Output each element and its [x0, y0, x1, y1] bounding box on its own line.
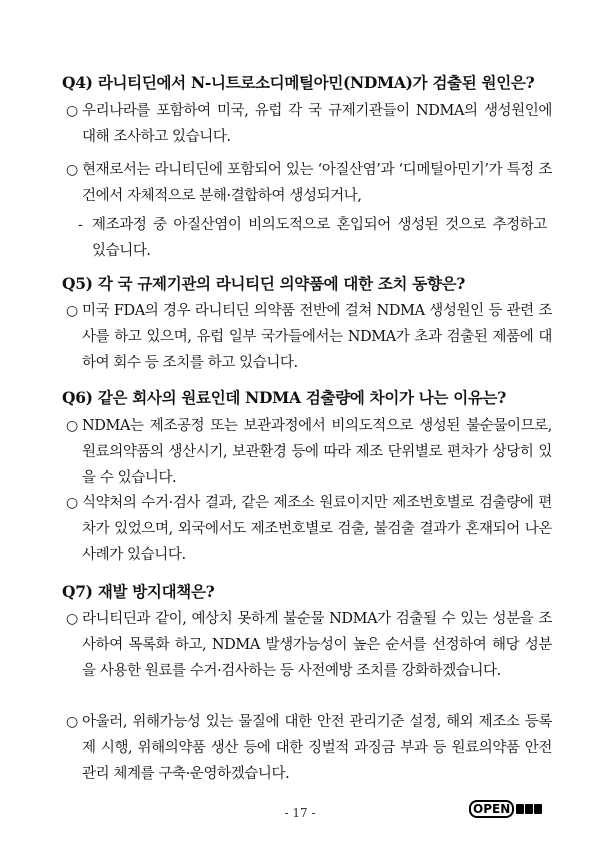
bullet-mark: ○ — [66, 162, 78, 178]
noncommercial-icon — [525, 804, 533, 814]
q7-bullet-1 — [66, 606, 552, 684]
q6-bullet-1 — [66, 413, 552, 491]
q7-heading: Q7) 재발 방지대책은? — [62, 582, 215, 601]
q4-bullet-2-text: 현재로서는 라니티딘에 포함되어 있는 ‘아질산염’과 ‘디메틸아민기’가 특정 조건에서 자체적으로 분해·결합하여 생성되거나, — [82, 162, 552, 204]
q5-bullet-1 — [66, 298, 552, 376]
q4-bullet-1 — [66, 98, 552, 150]
noderivatives-icon — [534, 804, 542, 814]
q6-bullet-2 — [66, 490, 552, 568]
open-logo: OPEN — [469, 800, 514, 818]
q4-bullet-1-text: 우리나라를 포함하여 미국, 유럽 각 국 규제기관들이 NDMA의 생성원인에 대해 조사하고 있습니다. — [82, 103, 552, 145]
q4-dash-text: 제조과정 중 아질산염이 비의도적으로 혼입되어 생성된 것으로 추정하고 있습니다. — [92, 217, 547, 259]
q6-bullet-1-text: NDMA는 제조공정 또는 보관과정에서 비의도적으로 생성된 불순물이므로, 원료의약품의 생산시기, 보관환경 등에 따라 제조 단위별로 편차가 상당히 있을 수 있습니다. — [82, 418, 552, 486]
q7-bullet-2 — [66, 709, 552, 787]
bullet-mark: ○ — [66, 103, 78, 119]
attribution-icon — [516, 804, 524, 814]
bullet-mark: ○ — [66, 495, 78, 511]
q6-bullet-2-text: 식약처의 수거·검사 결과, 같은 제조소 원료이지만 제조번호별로 검출량에 편차가 있었으며, 외국에서도 제조번호별로 검출, 불검출 결과가 혼재되어 나온 사례가 있습니다. — [82, 495, 552, 563]
open-license-badge — [469, 796, 542, 821]
q5-bullet-1-text: 미국 FDA의 경우 라니티딘 의약품 전반에 걸쳐 NDMA 생성원인 등 관련 조사를 하고 있으며, 유럽 일부 국가들에서는 NDMA가 초과 검출된 제품에 대하여 회수 등 조치를 하고 있습니다. — [82, 303, 552, 371]
q4-heading: Q4) 라니티딘에서 N-니트로소디메틸아민(NDMA)가 검출된 원인은? — [62, 73, 535, 92]
q4-dash-item — [78, 212, 547, 264]
dash-mark: - — [78, 217, 83, 233]
q5-heading: Q5) 각 국 규제기관의 라니티딘 의약품에 대한 조치 동향은? — [62, 274, 466, 293]
bullet-mark: ○ — [66, 418, 78, 434]
q7-bullet-1-text: 라니티딘과 같이, 예상치 못하게 불순물 NDMA가 검출될 수 있는 성분을 조사하여 목록화 하고, NDMA 발생가능성이 높은 순서를 선정하여 해당 성분을 사용한 원료를 수거·검사하는 등 사전예방 조치를 강화하겠습니다. — [82, 611, 552, 679]
bullet-mark: ○ — [66, 611, 78, 627]
bullet-mark: ○ — [66, 303, 78, 319]
page-number: - 17 - — [284, 806, 316, 820]
q7-bullet-2-text: 아울러, 위해가능성 있는 물질에 대한 안전 관리기준 설정, 해외 제조소 등록제 시행, 위해의약품 생산 등에 대한 징벌적 과징금 부과 등 원료의약품 안전관리 체계를 구축·운영하겠습니다. — [82, 714, 552, 782]
q4-bullet-2 — [66, 157, 552, 209]
license-icons — [516, 804, 542, 814]
bullet-mark: ○ — [66, 714, 78, 730]
q6-heading: Q6) 같은 회사의 원료인데 NDMA 검출량에 차이가 나는 이유는? — [62, 388, 507, 407]
